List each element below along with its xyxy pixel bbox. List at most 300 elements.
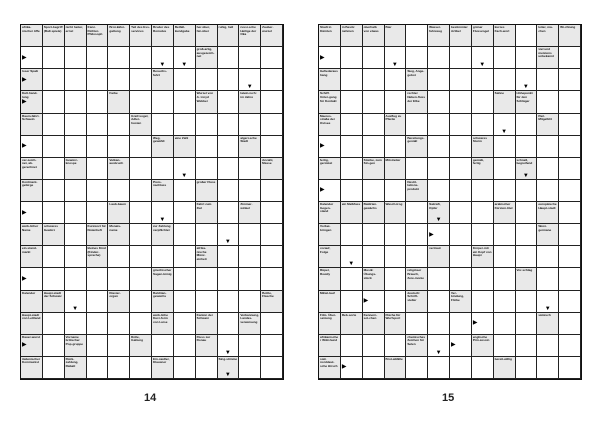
answer-cell[interactable] <box>559 224 581 246</box>
answer-cell[interactable] <box>494 291 516 313</box>
answer-cell[interactable] <box>87 180 109 202</box>
answer-cell[interactable] <box>406 313 428 335</box>
answer-cell[interactable] <box>385 335 407 357</box>
answer-cell[interactable] <box>152 246 174 268</box>
answer-cell[interactable] <box>65 91 87 113</box>
answer-cell[interactable] <box>108 335 130 357</box>
answer-cell[interactable] <box>363 47 385 69</box>
answer-cell[interactable] <box>341 224 363 246</box>
answer-cell[interactable] <box>428 180 450 202</box>
answer-cell[interactable] <box>516 202 538 224</box>
answer-cell[interactable] <box>472 291 494 313</box>
arrow-right-icon: ▶ <box>320 187 325 194</box>
clue-text: Monats-name <box>109 224 122 232</box>
answer-cell[interactable] <box>218 335 240 357</box>
answer-cell[interactable] <box>516 357 538 379</box>
clue-cell <box>341 25 363 47</box>
answer-cell[interactable] <box>43 202 65 224</box>
answer-cell[interactable] <box>261 69 283 91</box>
answer-cell[interactable] <box>108 268 130 290</box>
answer-cell[interactable] <box>239 180 261 202</box>
answer-cell[interactable] <box>65 114 87 136</box>
answer-cell[interactable] <box>43 47 65 69</box>
answer-cell[interactable] <box>428 114 450 136</box>
answer-cell[interactable] <box>21 268 43 290</box>
answer-cell[interactable] <box>341 158 363 180</box>
answer-cell[interactable] <box>108 313 130 335</box>
answer-cell[interactable] <box>363 136 385 158</box>
answer-cell[interactable] <box>406 47 428 69</box>
answer-cell[interactable] <box>43 158 65 180</box>
answer-cell[interactable] <box>261 47 283 69</box>
answer-cell[interactable] <box>87 357 109 379</box>
answer-cell[interactable] <box>87 291 109 313</box>
answer-cell[interactable] <box>450 47 472 69</box>
answer-cell[interactable] <box>516 136 538 158</box>
answer-cell[interactable] <box>385 69 407 91</box>
clue-cell <box>319 291 341 313</box>
clue-text: Bereitungs-gestalt <box>407 135 425 144</box>
answer-cell[interactable] <box>472 357 494 379</box>
answer-cell[interactable] <box>218 47 240 69</box>
answer-cell[interactable] <box>108 136 130 158</box>
clue-text: weib-liche Kurz-form von Luise <box>153 312 168 324</box>
answer-cell[interactable] <box>559 357 581 379</box>
answer-cell[interactable] <box>65 69 87 91</box>
clue-text: ein Melkfass <box>341 202 361 206</box>
answer-cell[interactable] <box>196 268 218 290</box>
answer-cell[interactable] <box>261 246 283 268</box>
answer-cell[interactable] <box>428 291 450 313</box>
answer-cell[interactable] <box>152 202 174 224</box>
answer-cell[interactable] <box>341 357 363 379</box>
answer-cell[interactable] <box>152 158 174 180</box>
answer-cell[interactable] <box>537 291 559 313</box>
answer-cell[interactable] <box>406 246 428 268</box>
answer-cell[interactable] <box>43 180 65 202</box>
answer-cell[interactable] <box>43 313 65 335</box>
answer-cell[interactable] <box>239 158 261 180</box>
answer-cell[interactable] <box>196 158 218 180</box>
answer-cell[interactable] <box>537 69 559 91</box>
answer-cell[interactable] <box>218 224 240 246</box>
answer-cell[interactable] <box>450 224 472 246</box>
clue-cell <box>363 158 385 180</box>
answer-cell[interactable] <box>406 114 428 136</box>
answer-cell[interactable] <box>406 202 428 224</box>
answer-cell[interactable] <box>218 246 240 268</box>
answer-cell[interactable] <box>450 202 472 224</box>
answer-cell[interactable] <box>218 158 240 180</box>
answer-cell[interactable] <box>341 291 363 313</box>
answer-cell[interactable] <box>130 136 152 158</box>
answer-cell[interactable] <box>174 69 196 91</box>
answer-cell[interactable] <box>472 180 494 202</box>
answer-cell[interactable] <box>450 357 472 379</box>
clue-cell <box>21 180 43 202</box>
answer-cell[interactable] <box>494 335 516 357</box>
answer-cell[interactable] <box>152 114 174 136</box>
answer-cell[interactable] <box>385 180 407 202</box>
answer-cell[interactable] <box>319 136 341 158</box>
answer-cell[interactable] <box>130 357 152 379</box>
answer-cell[interactable] <box>559 47 581 69</box>
answer-cell[interactable] <box>239 291 261 313</box>
clue-cell <box>65 357 87 379</box>
answer-cell[interactable] <box>87 202 109 224</box>
answer-cell[interactable] <box>87 158 109 180</box>
answer-cell[interactable] <box>239 357 261 379</box>
answer-cell[interactable] <box>65 202 87 224</box>
answer-cell[interactable] <box>196 291 218 313</box>
answer-cell[interactable] <box>516 291 538 313</box>
answer-cell[interactable] <box>108 246 130 268</box>
answer-cell[interactable] <box>108 47 130 69</box>
clue-cell <box>65 25 87 47</box>
answer-cell[interactable] <box>65 268 87 290</box>
answer-cell[interactable] <box>450 268 472 290</box>
answer-cell[interactable] <box>130 224 152 246</box>
answer-cell[interactable] <box>239 224 261 246</box>
answer-cell[interactable] <box>537 91 559 113</box>
answer-cell[interactable] <box>130 291 152 313</box>
answer-cell[interactable] <box>239 335 261 357</box>
answer-cell[interactable] <box>341 114 363 136</box>
answer-cell[interactable] <box>87 69 109 91</box>
answer-cell[interactable] <box>196 114 218 136</box>
answer-cell[interactable] <box>319 180 341 202</box>
answer-cell[interactable] <box>87 268 109 290</box>
answer-cell[interactable] <box>21 136 43 158</box>
answer-cell[interactable] <box>428 47 450 69</box>
answer-cell[interactable] <box>261 202 283 224</box>
answer-cell[interactable] <box>537 335 559 357</box>
answer-cell[interactable] <box>559 268 581 290</box>
answer-cell[interactable] <box>428 357 450 379</box>
clue-text: vertraut <box>429 246 441 251</box>
answer-cell[interactable] <box>65 47 87 69</box>
answer-cell[interactable] <box>174 268 196 290</box>
answer-cell[interactable] <box>494 136 516 158</box>
answer-cell[interactable] <box>363 180 385 202</box>
answer-cell[interactable] <box>174 47 196 69</box>
answer-cell[interactable] <box>385 291 407 313</box>
answer-cell[interactable] <box>218 180 240 202</box>
answer-cell[interactable] <box>239 268 261 290</box>
answer-cell[interactable] <box>108 69 130 91</box>
clue-cell <box>239 91 261 113</box>
answer-cell[interactable] <box>174 224 196 246</box>
answer-cell[interactable] <box>43 246 65 268</box>
answer-cell[interactable] <box>559 114 581 136</box>
clue-cell <box>406 91 428 113</box>
answer-cell[interactable] <box>537 180 559 202</box>
answer-cell[interactable] <box>152 91 174 113</box>
answer-cell[interactable] <box>537 268 559 290</box>
answer-cell[interactable] <box>261 91 283 113</box>
answer-cell[interactable] <box>174 291 196 313</box>
answer-cell[interactable] <box>152 335 174 357</box>
answer-cell[interactable] <box>428 158 450 180</box>
answer-cell[interactable] <box>87 313 109 335</box>
answer-cell[interactable] <box>218 136 240 158</box>
answer-cell[interactable] <box>494 246 516 268</box>
answer-cell[interactable] <box>174 202 196 224</box>
answer-cell[interactable] <box>516 25 538 47</box>
answer-cell[interactable] <box>261 136 283 158</box>
answer-cell[interactable] <box>516 313 538 335</box>
answer-cell[interactable] <box>428 69 450 91</box>
clue-cell <box>196 25 218 47</box>
answer-cell[interactable] <box>450 180 472 202</box>
answer-cell[interactable] <box>494 268 516 290</box>
answer-cell[interactable] <box>341 91 363 113</box>
answer-cell[interactable] <box>516 335 538 357</box>
answer-cell[interactable] <box>43 268 65 290</box>
answer-cell[interactable] <box>406 224 428 246</box>
answer-cell[interactable] <box>341 268 363 290</box>
answer-cell[interactable] <box>559 202 581 224</box>
clue-text: Vulkan-ausbruch <box>109 157 124 166</box>
answer-cell[interactable] <box>516 114 538 136</box>
answer-cell[interactable] <box>196 69 218 91</box>
answer-cell[interactable] <box>130 158 152 180</box>
answer-cell[interactable] <box>472 224 494 246</box>
answer-cell[interactable] <box>494 224 516 246</box>
answer-cell[interactable] <box>152 47 174 69</box>
answer-cell[interactable] <box>87 47 109 69</box>
answer-cell[interactable] <box>494 47 516 69</box>
answer-cell[interactable] <box>65 180 87 202</box>
answer-cell[interactable] <box>65 313 87 335</box>
answer-cell[interactable] <box>494 158 516 180</box>
answer-cell[interactable] <box>559 136 581 158</box>
answer-cell[interactable] <box>537 158 559 180</box>
answer-cell[interactable] <box>261 224 283 246</box>
answer-cell[interactable] <box>87 335 109 357</box>
answer-cell[interactable] <box>261 313 283 335</box>
answer-cell[interactable] <box>450 136 472 158</box>
answer-cell[interactable] <box>450 158 472 180</box>
answer-cell[interactable] <box>559 180 581 202</box>
answer-cell[interactable] <box>516 224 538 246</box>
answer-cell[interactable] <box>261 357 283 379</box>
clue-text: Kennern-sol-chen <box>363 312 378 321</box>
answer-cell[interactable] <box>21 202 43 224</box>
answer-cell[interactable] <box>130 268 152 290</box>
answer-cell[interactable] <box>174 180 196 202</box>
answer-cell[interactable] <box>428 313 450 335</box>
clue-cell <box>152 313 174 335</box>
answer-cell[interactable] <box>218 268 240 290</box>
answer-cell[interactable] <box>218 291 240 313</box>
answer-cell[interactable] <box>21 47 43 69</box>
answer-cell[interactable] <box>537 136 559 158</box>
answer-cell[interactable] <box>363 224 385 246</box>
answer-cell[interactable] <box>130 69 152 91</box>
answer-cell[interactable] <box>428 224 450 246</box>
answer-cell[interactable] <box>363 357 385 379</box>
answer-cell[interactable] <box>494 180 516 202</box>
answer-cell[interactable] <box>65 136 87 158</box>
answer-cell[interactable] <box>494 69 516 91</box>
answer-cell[interactable] <box>108 114 130 136</box>
answer-cell[interactable] <box>537 246 559 268</box>
answer-cell[interactable] <box>450 69 472 91</box>
answer-cell[interactable] <box>450 114 472 136</box>
answer-cell[interactable] <box>174 114 196 136</box>
clue-text: oberhalb von etwas <box>363 25 379 33</box>
answer-cell[interactable] <box>341 180 363 202</box>
answer-cell[interactable] <box>130 313 152 335</box>
answer-cell[interactable] <box>559 313 581 335</box>
answer-cell[interactable] <box>559 69 581 91</box>
answer-cell[interactable] <box>174 335 196 357</box>
answer-cell[interactable] <box>65 291 87 313</box>
answer-cell[interactable] <box>363 114 385 136</box>
answer-cell[interactable] <box>43 114 65 136</box>
answer-cell[interactable] <box>341 47 363 69</box>
answer-cell[interactable] <box>450 335 472 357</box>
answer-cell[interactable] <box>450 313 472 335</box>
answer-cell[interactable] <box>43 136 65 158</box>
answer-cell[interactable] <box>385 246 407 268</box>
clue-cell <box>516 268 538 290</box>
answer-cell[interactable] <box>130 91 152 113</box>
answer-cell[interactable] <box>43 91 65 113</box>
answer-cell[interactable] <box>218 114 240 136</box>
answer-cell[interactable] <box>406 25 428 47</box>
answer-cell[interactable] <box>385 268 407 290</box>
answer-cell[interactable] <box>385 136 407 158</box>
clue-cell <box>239 25 261 47</box>
answer-cell[interactable] <box>43 357 65 379</box>
answer-cell[interactable] <box>174 357 196 379</box>
answer-cell[interactable] <box>450 246 472 268</box>
answer-cell[interactable] <box>239 69 261 91</box>
answer-cell[interactable] <box>428 136 450 158</box>
answer-cell[interactable] <box>363 335 385 357</box>
answer-cell[interactable] <box>341 246 363 268</box>
answer-cell[interactable] <box>385 47 407 69</box>
answer-cell[interactable] <box>559 291 581 313</box>
answer-cell[interactable] <box>261 268 283 290</box>
answer-cell[interactable] <box>239 47 261 69</box>
answer-cell[interactable] <box>218 202 240 224</box>
answer-cell[interactable] <box>516 246 538 268</box>
answer-cell[interactable] <box>559 158 581 180</box>
clue-text: Meeres-straße der Ostsee <box>320 113 335 125</box>
answer-cell[interactable] <box>130 180 152 202</box>
answer-cell[interactable] <box>494 313 516 335</box>
answer-cell[interactable] <box>341 69 363 91</box>
answer-cell[interactable] <box>108 180 130 202</box>
answer-cell[interactable] <box>196 136 218 158</box>
answer-cell[interactable] <box>559 246 581 268</box>
answer-cell[interactable] <box>516 69 538 91</box>
answer-cell[interactable] <box>43 335 65 357</box>
answer-cell[interactable] <box>472 69 494 91</box>
answer-cell[interactable] <box>363 69 385 91</box>
answer-cell[interactable] <box>428 91 450 113</box>
answer-cell[interactable] <box>319 47 341 69</box>
answer-cell[interactable] <box>516 180 538 202</box>
answer-cell[interactable] <box>385 91 407 113</box>
answer-cell[interactable] <box>472 91 494 113</box>
answer-cell[interactable] <box>516 47 538 69</box>
clue-text: Gewürz-knospe <box>65 157 78 166</box>
answer-cell[interactable] <box>218 91 240 113</box>
answer-cell[interactable] <box>218 313 240 335</box>
answer-cell[interactable] <box>87 114 109 136</box>
answer-cell[interactable] <box>472 114 494 136</box>
answer-cell[interactable] <box>559 335 581 357</box>
answer-cell[interactable] <box>130 202 152 224</box>
answer-cell[interactable] <box>174 91 196 113</box>
answer-cell[interactable] <box>406 158 428 180</box>
clue-cell <box>65 158 87 180</box>
answer-cell[interactable] <box>559 91 581 113</box>
answer-cell[interactable] <box>174 246 196 268</box>
answer-cell[interactable] <box>239 246 261 268</box>
arrow-right-icon: ▶ <box>22 209 27 216</box>
answer-cell[interactable] <box>130 47 152 69</box>
clue-text: Raum-fahrt-Schwein <box>22 113 40 122</box>
answer-cell[interactable] <box>261 114 283 136</box>
answer-cell[interactable] <box>341 335 363 357</box>
answer-cell[interactable] <box>363 291 385 313</box>
answer-cell[interactable] <box>537 357 559 379</box>
answer-cell[interactable] <box>218 69 240 91</box>
clue-cell <box>494 91 516 113</box>
answer-cell[interactable] <box>472 313 494 335</box>
answer-cell[interactable] <box>174 313 196 335</box>
answer-cell[interactable] <box>65 246 87 268</box>
answer-cell[interactable] <box>341 136 363 158</box>
answer-cell[interactable] <box>261 180 283 202</box>
page-number-right: 15 <box>442 392 455 404</box>
answer-cell[interactable] <box>450 91 472 113</box>
answer-cell[interactable] <box>363 246 385 268</box>
answer-cell[interactable] <box>108 357 130 379</box>
clue-text: russi-sche Heilige der Oka <box>240 25 257 37</box>
answer-cell[interactable] <box>65 224 87 246</box>
answer-cell[interactable] <box>428 335 450 357</box>
answer-cell[interactable] <box>239 114 261 136</box>
clue-cell <box>319 224 341 246</box>
clue-cell <box>363 25 385 47</box>
answer-cell[interactable] <box>261 335 283 357</box>
answer-cell[interactable] <box>385 224 407 246</box>
answer-cell[interactable] <box>196 224 218 246</box>
answer-cell[interactable] <box>196 357 218 379</box>
clue-cell <box>516 158 538 180</box>
answer-cell[interactable] <box>43 69 65 91</box>
answer-cell[interactable] <box>130 246 152 268</box>
answer-cell[interactable] <box>406 357 428 379</box>
clue-cell <box>428 25 450 47</box>
answer-cell[interactable] <box>87 91 109 113</box>
answer-cell[interactable] <box>494 114 516 136</box>
answer-cell[interactable] <box>472 202 494 224</box>
clue-text: Sieg, Ange-gebot <box>407 69 425 77</box>
answer-cell[interactable] <box>428 268 450 290</box>
answer-cell[interactable] <box>363 91 385 113</box>
answer-cell[interactable] <box>174 158 196 180</box>
answer-cell[interactable] <box>87 136 109 158</box>
answer-cell[interactable] <box>472 268 494 290</box>
answer-cell[interactable] <box>472 47 494 69</box>
